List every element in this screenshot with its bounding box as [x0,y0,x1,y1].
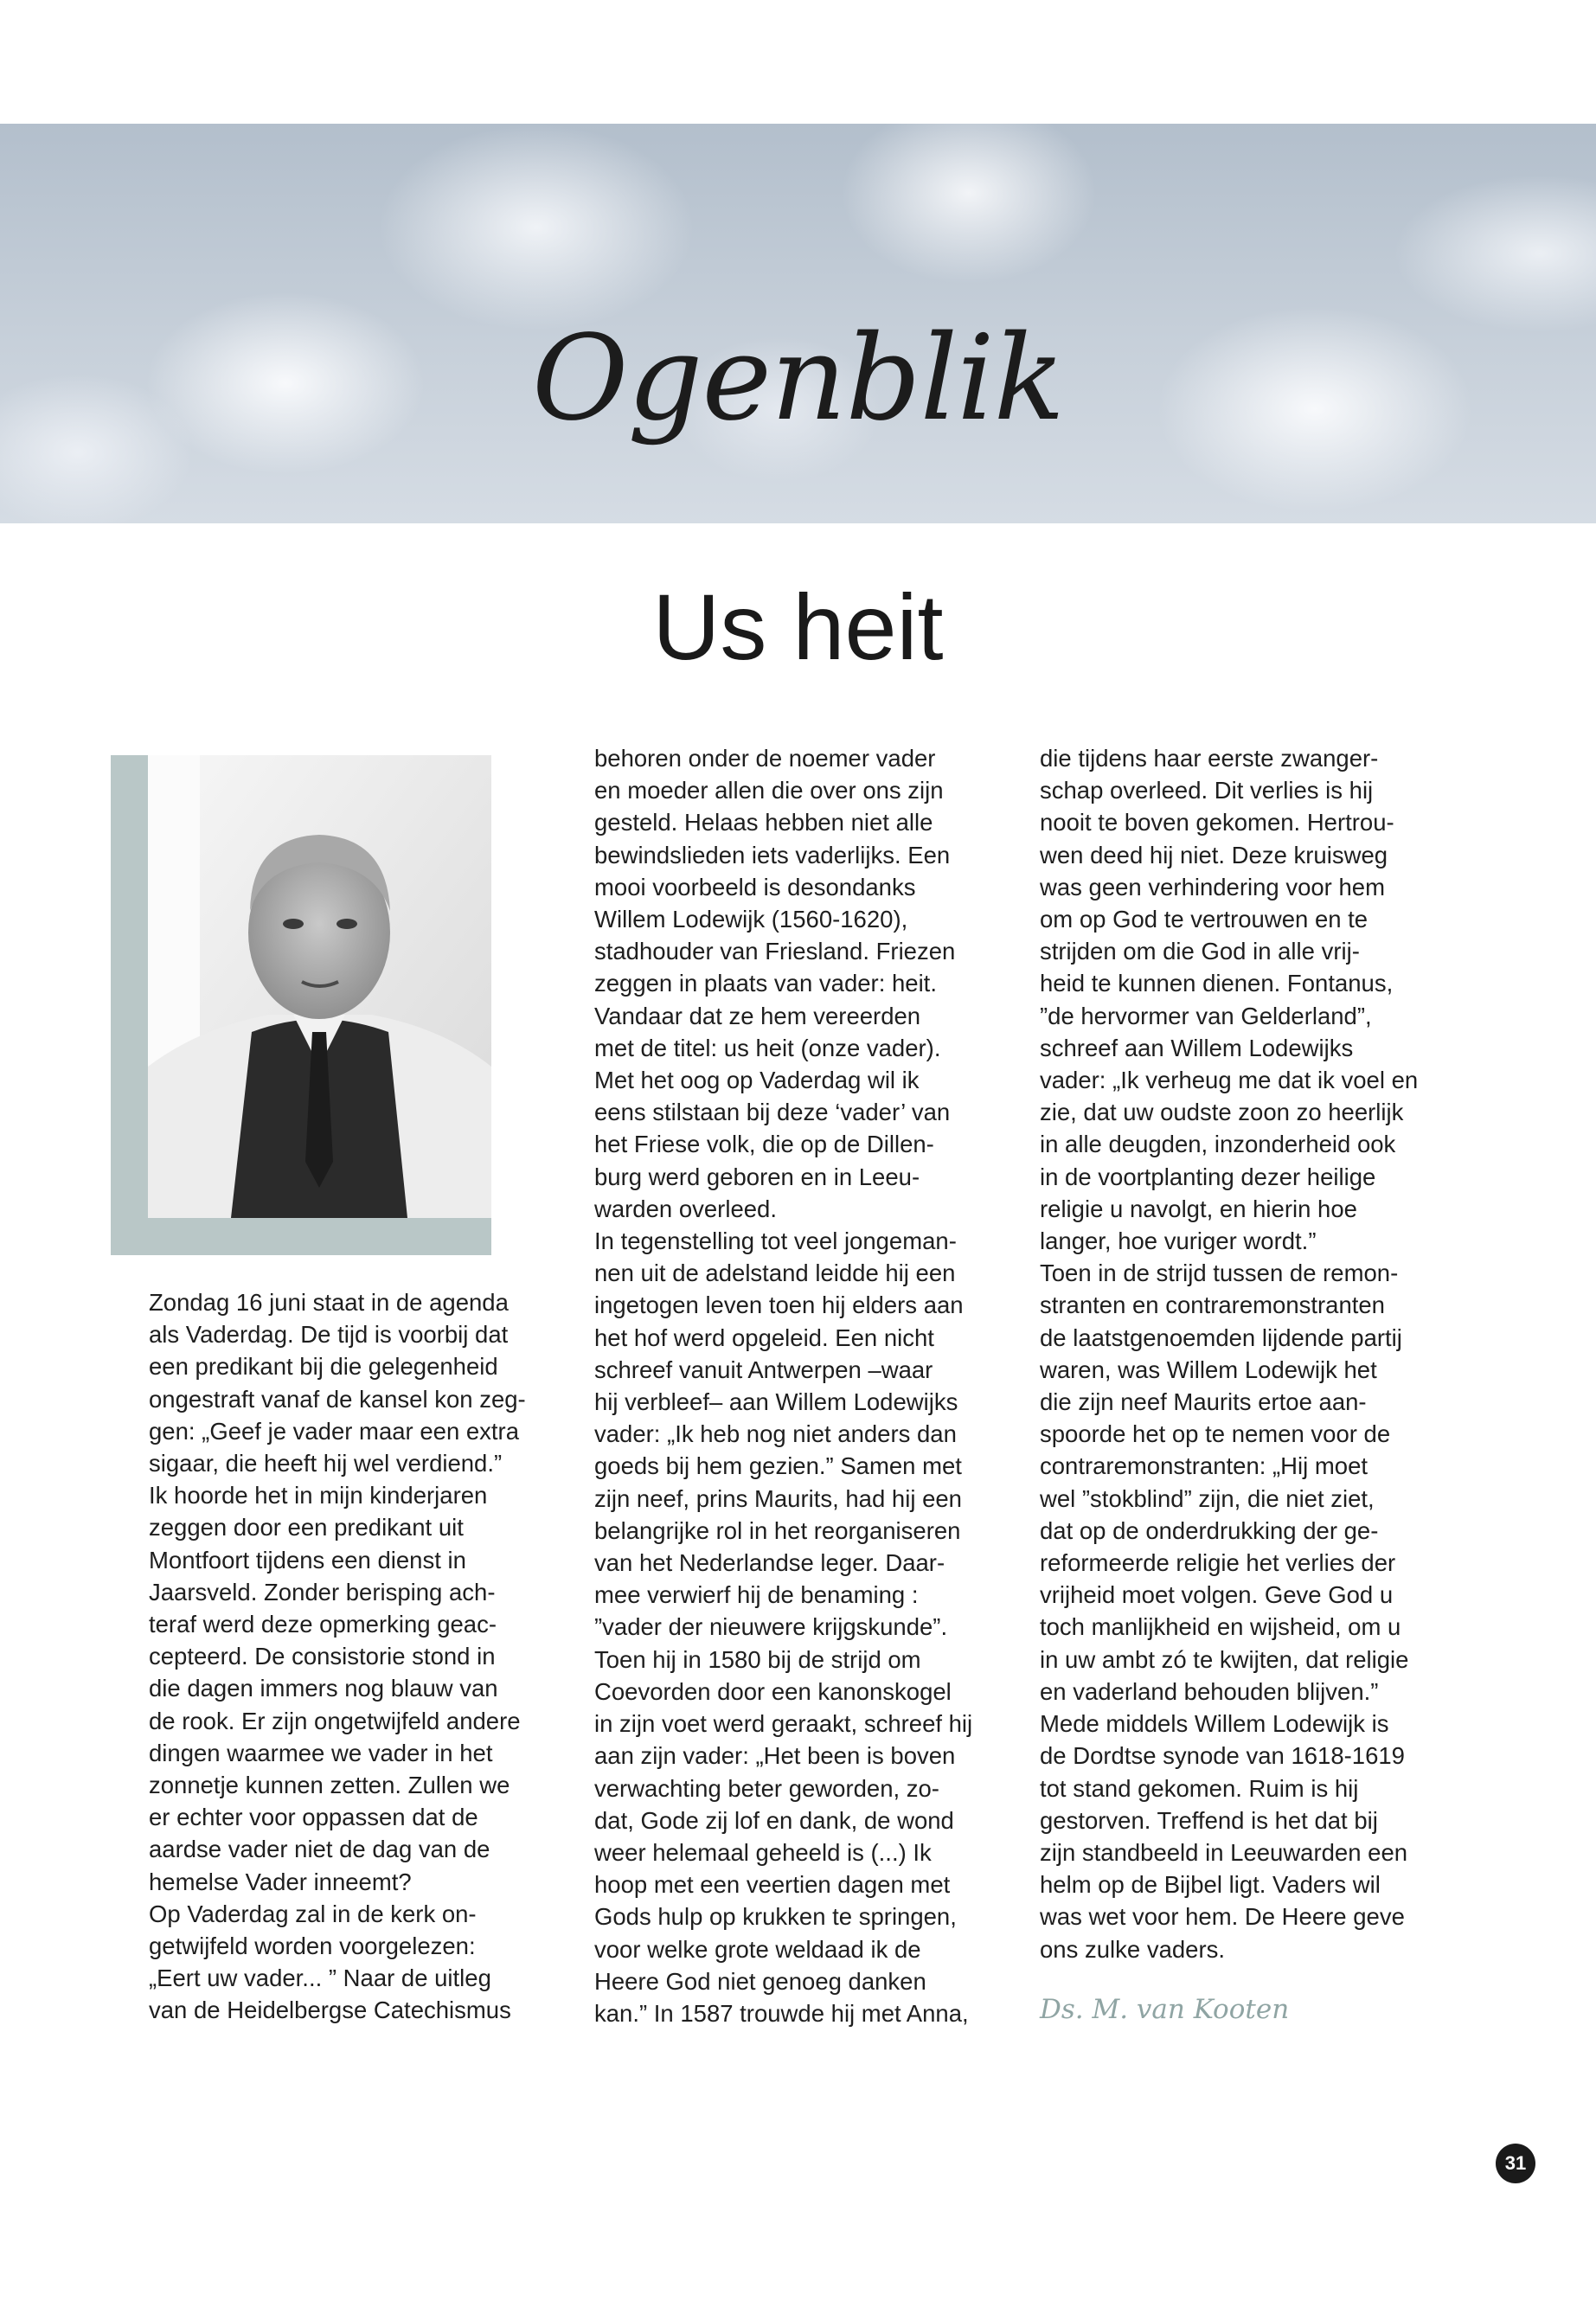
text-line: goeds bij hem gezien.” Samen met [594,1452,962,1480]
text-line: zie, dat uw oudste zoon zo heerlijk [1040,1099,1404,1126]
text-line: en vaderland behouden blijven.” [1040,1677,1379,1705]
text-line: behoren onder de noemer vader [594,745,936,772]
text-line: spoorde het op te nemen voor de [1040,1420,1391,1448]
text-line: cepteerd. De consistorie stond in [149,1643,496,1670]
text-line: Montfoort tijdens een dienst in [149,1546,466,1574]
text-line: er echter voor oppassen dat de [149,1804,478,1831]
text-line: teraf werd deze opmerking geac- [149,1611,497,1638]
text-line: zonnetje kunnen zetten. Zullen we [149,1772,510,1799]
text-line: Ik hoorde het in mijn kinderjaren [149,1482,488,1509]
text-line: waren, was Willem Lodewijk het [1040,1356,1377,1383]
text-line: als Vaderdag. De tijd is voorbij dat [149,1321,509,1349]
text-line: In tegenstelling tot veel jongeman- [594,1227,957,1255]
text-line: mee verwierf hij de benaming : [594,1581,919,1609]
text-line: in de voortplanting dezer heilige [1040,1163,1376,1190]
text-line: strijden om die God in alle vrij- [1040,938,1360,965]
text-line: vader: „Ik heb nog niet anders dan [594,1420,957,1448]
text-line: Toen in de strijd tussen de remon- [1040,1259,1399,1287]
text-line: vrijheid moet volgen. Geve God u [1040,1581,1394,1609]
text-line: warden overleed. [594,1195,777,1222]
text-line: mooi voorbeeld is desondanks [594,873,916,901]
text-line: ”vader der nieuwere krijgskunde”. [594,1613,948,1641]
text-line: zeggen in plaats van vader: heit. [594,970,937,997]
text-line: die dagen immers nog blauw van [149,1675,498,1702]
text-line: hemelse Vader inneemt? [149,1868,412,1895]
section-title: Ogenblik [531,311,1065,447]
text-line: het hof werd opgeleid. Een nicht [594,1324,934,1351]
text-line: sigaar, die heeft hij wel verdiend.” [149,1450,503,1477]
text-line: Toen hij in 1580 bij de strijd om [594,1645,921,1673]
text-line: „Eert uw vader... ” Naar de uitleg [149,1965,491,1992]
text-line: burg werd geboren en in Leeu- [594,1163,920,1190]
article-column-2 [594,742,1022,2029]
article-column-1 [149,1286,577,2027]
author-portrait-photo [148,755,491,1218]
text-line: die zijn neef Maurits ertoe aan- [1040,1388,1367,1416]
text-line: gestorven. Treffend is het dat bij [1040,1806,1378,1834]
text-line: het Friese volk, die op de Dillen- [594,1131,934,1158]
text-line: in alle deugden, inzonderheid ook [1040,1131,1396,1158]
text-line: helm op de Bijbel ligt. Vaders wil [1040,1871,1381,1899]
text-line: bewindslieden iets vaderlijks. Een [594,841,951,868]
author-signature: Ds. M. van Kooten [1040,1994,1290,2025]
text-line: was wet voor hem. De Heere geve [1040,1903,1405,1931]
text-line: in zijn voet werd geraakt, schreef hij [594,1710,973,1738]
text-line: langer, hoe vuriger wordt.” [1040,1227,1317,1255]
text-line: om op God te vertrouwen en te [1040,906,1368,933]
text-line: aardse vader niet de dag van de [149,1836,490,1863]
text-line: dingen waarmee we vader in het [149,1739,493,1766]
text-line: hoop met een veertien dagen met [594,1871,951,1899]
page-number-badge: 31 [1496,2144,1535,2183]
text-line: ”de hervormer van Gelderland”, [1040,1002,1372,1029]
text-line: belangrijke rol in het reorganiseren [594,1516,961,1544]
text-line: stranten en contraremonstranten [1040,1292,1385,1319]
text-line: ons zulke vaders. [1040,1935,1225,1963]
text-line: hij verbleef– aan Willem Lodewijks [594,1388,958,1416]
text-line: met de titel: us heit (onze vader). [594,1034,941,1061]
text-line: schap overleed. Dit verlies is hij [1040,777,1374,804]
text-line: religie u navolgt, en hierin hoe [1040,1195,1357,1222]
text-line: Gods hulp op krukken te springen, [594,1903,957,1931]
text-line: nooit te boven gekomen. Hertrou- [1040,809,1394,836]
text-line: ongestraft vanaf de kansel kon zeg- [149,1385,526,1413]
text-line: stadhouder van Friesland. Friezen [594,938,956,965]
text-line: aan zijn vader: „Het been is boven [594,1742,956,1770]
text-line: in uw ambt zó te kwijten, dat religie [1040,1645,1409,1673]
text-line: van de Heidelbergse Catechismus [149,1997,511,2024]
text-line: dat, Gode zij lof en dank, de wond [594,1806,954,1834]
text-line: Heere God niet genoeg danken [594,1967,926,1995]
text-line: getwijfeld worden voorgelezen: [149,1932,476,1960]
text-line: een predikant bij die gelegenheid [149,1353,498,1381]
text-line: voor welke grote weldaad ik de [594,1935,921,1963]
text-line: vader: „Ik verheug me dat ik voel en [1040,1067,1419,1094]
text-line: van het Nederlandse leger. Daar- [594,1549,945,1577]
text-line: ingetogen leven toen hij elders aan [594,1292,964,1319]
text-line: de laatstgenoemden lijdende partij [1040,1324,1402,1351]
text-line: gen: „Geef je vader maar een extra [149,1417,520,1445]
text-line: Mede middels Willem Lodewijk is [1040,1710,1389,1738]
text-line: die tijdens haar eerste zwanger- [1040,745,1379,772]
text-line: was geen verhindering voor hem [1040,873,1385,901]
text-line: eens stilstaan bij deze ‘vader’ van [594,1099,951,1126]
article-title: Us heit [652,574,944,679]
text-line: kan.” In 1587 trouwde hij met Anna, [594,1999,969,2027]
text-line: zijn neef, prins Maurits, had hij een [594,1484,962,1512]
text-line: Op Vaderdag zal in de kerk on- [149,1900,477,1927]
text-line: tot stand gekomen. Ruim is hij [1040,1774,1359,1802]
text-line: weer helemaal geheeld is (...) Ik [594,1838,932,1866]
text-line: de rook. Er zijn ongetwijfeld andere [149,1707,521,1734]
text-line: zeggen door een predikant uit [149,1514,464,1541]
text-line: toch manlijkheid en wijsheid, om u [1040,1613,1401,1641]
text-line: Vandaar dat ze hem vereerden [594,1002,921,1029]
text-line: Willem Lodewijk (1560-1620), [594,906,908,933]
text-line: wel ”stokblind” zijn, die niet ziet, [1040,1484,1375,1512]
text-line: en moeder allen die over ons zijn [594,777,944,804]
header-cloud-banner [0,124,1596,523]
text-line: wen deed hij niet. Deze kruisweg [1040,841,1388,868]
article-column-3 [1040,742,1468,1965]
text-line: Coevorden door een kanonskogel [594,1677,952,1705]
text-line: heid te kunnen dienen. Fontanus, [1040,970,1394,997]
text-line: de Dordtse synode van 1618-1619 [1040,1742,1405,1770]
text-line: contraremonstranten: „Hij moet [1040,1452,1368,1480]
text-line: nen uit de adelstand leidde hij een [594,1259,956,1287]
text-line: verwachting beter geworden, zo- [594,1774,939,1802]
text-line: schreef vanuit Antwerpen –waar [594,1356,933,1383]
text-line: Zondag 16 juni staat in de agenda [149,1289,509,1316]
text-line: Met het oog op Vaderdag wil ik [594,1067,920,1094]
text-line: schreef aan Willem Lodewijks [1040,1034,1354,1061]
text-line: gesteld. Helaas hebben niet alle [594,809,933,836]
text-line: reformeerde religie het verlies der [1040,1549,1396,1577]
text-line: dat op de onderdrukking der ge- [1040,1516,1379,1544]
text-line: zijn standbeeld in Leeuwarden een [1040,1838,1408,1866]
text-line: Jaarsveld. Zonder berisping ach- [149,1578,496,1606]
